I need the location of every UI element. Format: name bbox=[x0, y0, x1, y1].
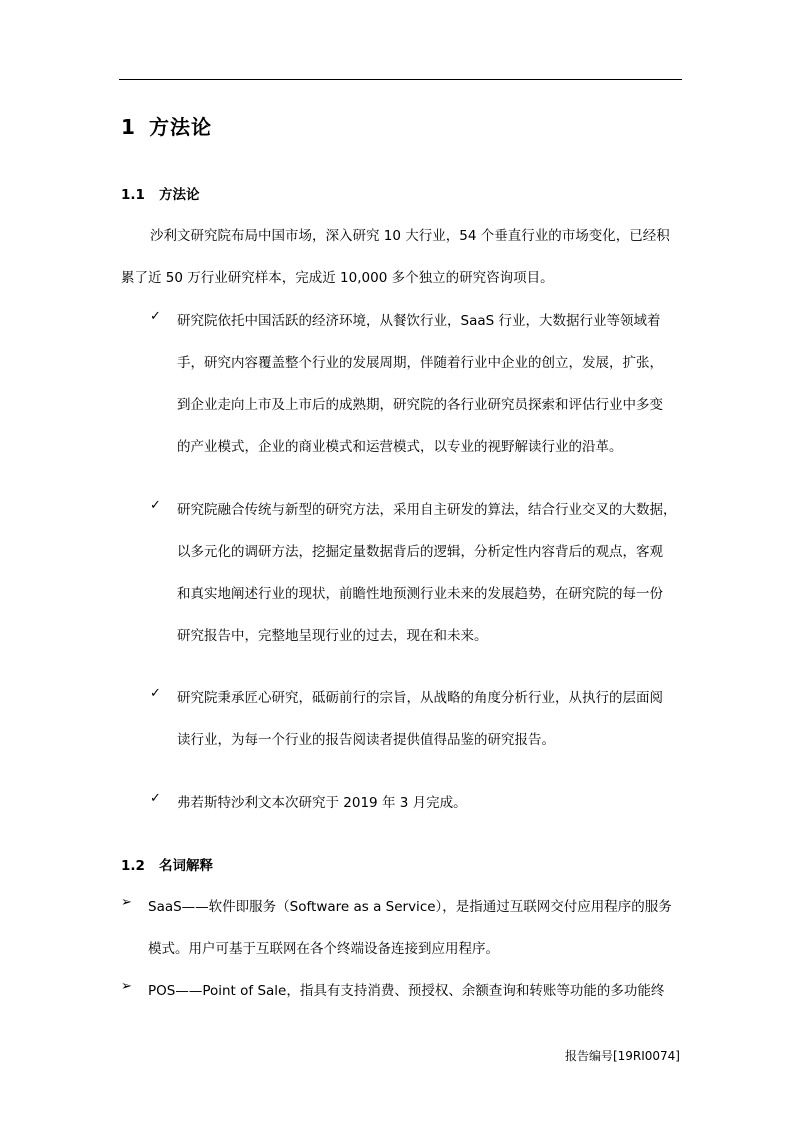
bullet-line: 研究院依托中国活跃的经济环境，从餐饮行业，SaaS 行业，大数据行业等领域着 bbox=[177, 313, 661, 329]
section-heading-glossary bbox=[121, 854, 213, 874]
bullet-line: 手，研究内容覆盖整个行业的发展周期，伴随着行业中企业的创立，发展，扩张， bbox=[177, 355, 663, 371]
section-title: 方法论 bbox=[159, 187, 200, 203]
chapter-number: 1 bbox=[121, 115, 136, 139]
chapter-heading bbox=[121, 111, 212, 140]
term-line: SaaS——软件即服务（Software as a Service），是指通过互联网交付应用程序的服务 bbox=[148, 899, 672, 915]
term-line: POS——Point of Sale，指具有支持消费、预授权、余额查询和转账等功能的多功能终 bbox=[148, 983, 665, 999]
arrow-bullet-icon: ➢ bbox=[121, 979, 132, 994]
section-heading-methodology bbox=[121, 183, 200, 203]
report-id: 报告编号[19RI0074] bbox=[564, 1049, 680, 1063]
bullet-line: 研究院融合传统与新型的研究方法，采用自主研发的算法，结合行业交叉的大数据， bbox=[177, 502, 677, 518]
bullet-line: 弗若斯特沙利文本次研究于 2019 年 3 月完成。 bbox=[177, 795, 467, 811]
intro-line: 累了近 50 万行业研究样本，完成近 10,000 多个独立的研究咨询项目。 bbox=[121, 270, 554, 286]
checkmark-icon: ✓ bbox=[150, 498, 161, 513]
intro-line: 沙利文研究院布局中国市场，深入研究 10 大行业，54 个垂直行业的市场变化，已经积 bbox=[150, 228, 670, 244]
checkmark-icon: ✓ bbox=[150, 791, 161, 806]
bullet-line: 研究报告中，完整地呈现行业的过去，现在和未来。 bbox=[177, 628, 488, 644]
section-title: 名词解释 bbox=[159, 858, 213, 874]
arrow-bullet-icon: ➢ bbox=[121, 895, 132, 910]
chapter-title: 方法论 bbox=[149, 115, 212, 139]
checkmark-icon: ✓ bbox=[150, 309, 161, 324]
section-number: 1.2 bbox=[121, 858, 145, 874]
bullet-line: 和真实地阐述行业的现状，前瞻性地预测行业未来的发展趋势，在研究院的每一份 bbox=[177, 586, 663, 602]
header-rule bbox=[119, 79, 682, 80]
term-line: 模式。用户可基于互联网在各个终端设备连接到应用程序。 bbox=[148, 941, 499, 957]
bullet-line: 到企业走向上市及上市后的成熟期，研究院的各行业研究员探索和评估行业中多变 bbox=[177, 397, 663, 413]
bullet-line: 以多元化的调研方法，挖掘定量数据背后的逻辑，分析定性内容背后的观点，客观 bbox=[177, 544, 663, 560]
bullet-line: 研究院秉承匠心研究，砥砺前行的宗旨，从战略的角度分析行业，从执行的层面阅 bbox=[177, 690, 663, 706]
bullet-line: 读行业，为每一个行业的报告阅读者提供值得品鉴的研究报告。 bbox=[177, 732, 555, 748]
bullet-line: 的产业模式，企业的商业模式和运营模式，以专业的视野解读行业的沿革。 bbox=[177, 439, 623, 455]
section-number: 1.1 bbox=[121, 187, 145, 203]
checkmark-icon: ✓ bbox=[150, 686, 161, 701]
